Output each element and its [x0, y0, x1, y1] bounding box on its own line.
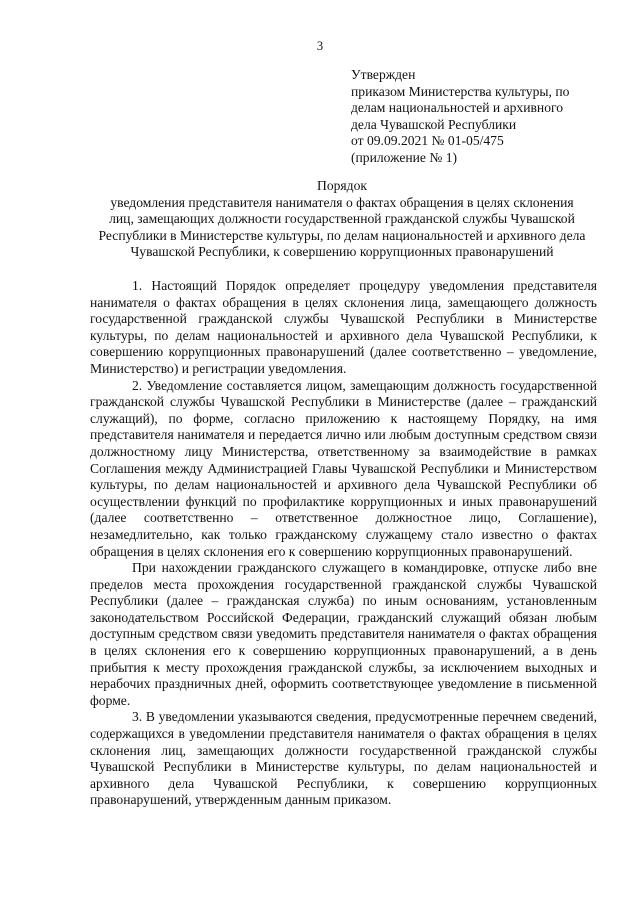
approval-line: Утвержден	[351, 67, 416, 82]
paragraph-1: 1. Настоящий Порядок определяет процедуру уведомления представителя нанимателя о фактах обращения в целях склонения лица, замещающего должность государственной гражданской службы Чувашской Республики в Министерстве культуры, по делам национальностей и архивного дела Чувашской Республики, к совершению коррупционных правонарушений (далее соответственно – уведомление, Министерство) и регистрации уведомления.	[90, 278, 597, 376]
approval-line: приказом Министерства культуры, по	[351, 83, 570, 99]
title-heading: Порядок	[317, 178, 367, 193]
approval-stamp	[351, 67, 621, 167]
paragraph-3: 3. В уведомлении указываются сведения, предусмотренные перечнем сведений, содержащихся в уведомлении представителя нанимателя о фактах обращения в целях склонения лиц, замещающих должности государственной гражданской службы Чувашской Республики в Министерстве культуры, по делам национальностей и архивного дела Чувашской Республики, к совершению коррупционных правонарушений, утвержденным данным приказом.	[90, 709, 597, 808]
title-line: Республики в Министерстве культуры, по делам национальностей и архивного дела	[98, 227, 586, 243]
approval-line: дела Чувашской Республики	[351, 116, 517, 132]
page-number: 3	[316, 39, 324, 53]
paragraph-2: 2. Уведомление составляется лицом, замещающим должность государственной гражданской службы Чувашской Республики в Министерстве (далее – гражданский служащий), по форме, согласно приложению к настоящему Порядку, на имя представителя нанимателя и передается лично или любым доступным средством связи должностному лицу Министерства, ответственному за взаимодействие в рамках Соглашения между Администрацией Главы Чувашской Республики и Министерством культуры, по делам национальностей и архивного дела Чувашской Республики об осуществлении функций по профилактике коррупционных и иных правонарушений (далее соответственно – ответственное должностное лицо, Соглашение), незамедлительно, как только гражданскому служащему стало известно о фактах обращения в целях склонения его к совершению коррупционных правонарушений.	[90, 377, 597, 559]
approval-line: делам национальностей и архивного	[351, 100, 564, 116]
title-line: уведомления представителя нанимателя о фактах обращения в целях склонения	[110, 194, 574, 210]
document-title	[86, 178, 598, 261]
approval-line: (приложение № 1)	[351, 149, 458, 165]
document-body	[90, 278, 597, 809]
approval-line: от 09.09.2021 № 01-05/475	[351, 133, 504, 149]
title-line: Чувашской Республики, к совершению коррупционных правонарушений	[130, 244, 554, 260]
title-line: лиц, замещающих должности государственной гражданской службы Чувашской	[109, 211, 575, 227]
paragraph-2-continued: При нахождении гражданского служащего в командировке, отпуске либо вне пределов места прохождения государственной гражданской службы Чувашской Республики (далее – гражданская служба) по иным основаниям, установленным законодательством Российской Федерации, гражданский служащий обязан любым доступным средством связи уведомить представителя нанимателя о фактах обращения в целях склонения его к совершению коррупционных правонарушений, а в день прибытия к месту прохождения гражданской службы, за исключением выходных и нерабочих праздничных дней, оформить соответствующее уведомление в письменной форме.	[90, 560, 597, 708]
